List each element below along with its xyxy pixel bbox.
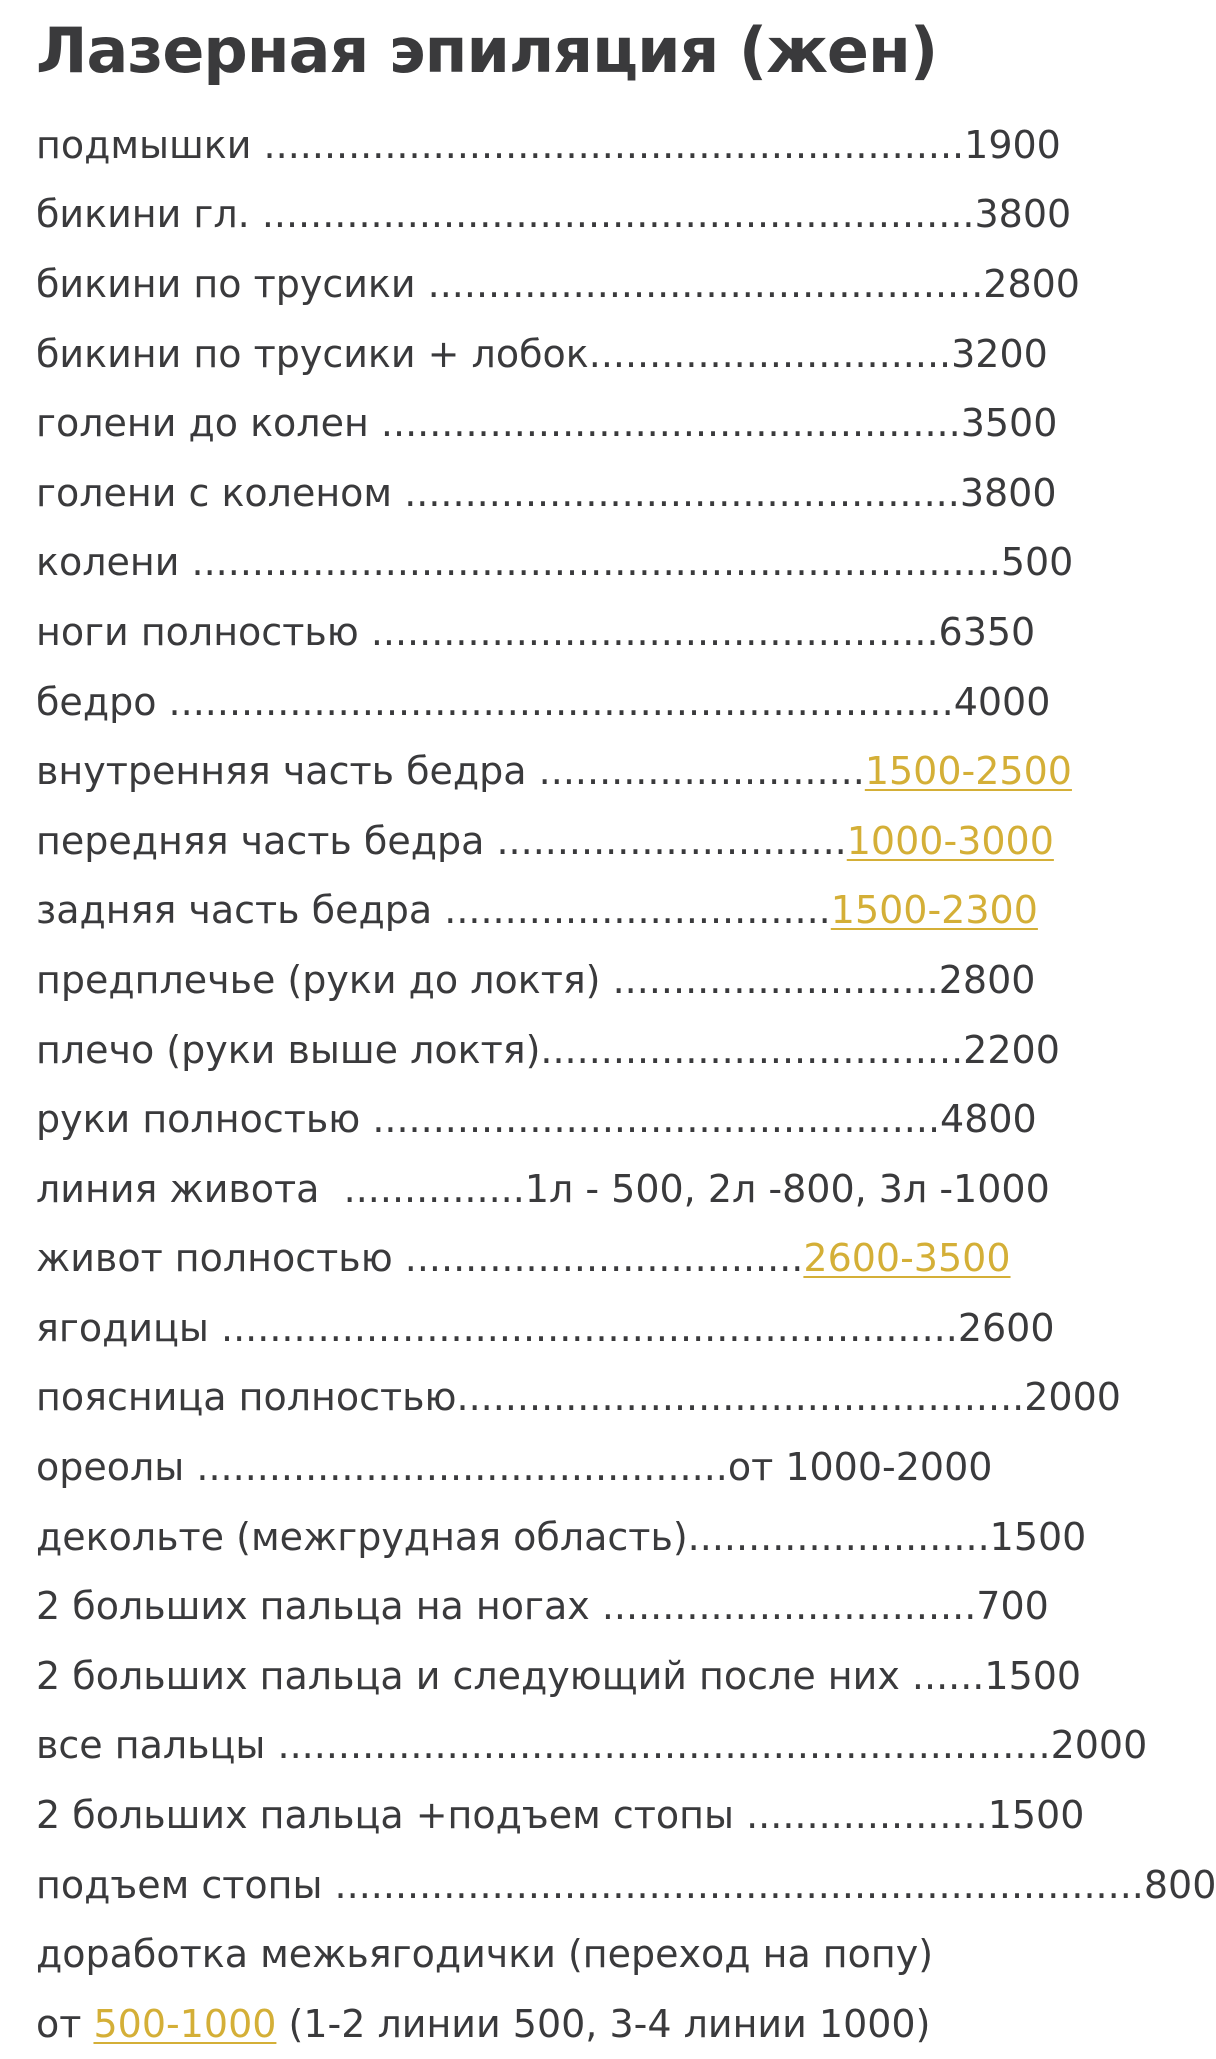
- service-name: живот полностью: [36, 1236, 405, 1281]
- footer-suffix: (1-2 линии 500, 3-4 линии 1000): [276, 2001, 931, 2046]
- dot-leader: ...............................................: [370, 609, 939, 654]
- service-name: подмышки: [36, 122, 264, 167]
- price-row: [36, 249, 1136, 319]
- price-row: [36, 528, 1136, 598]
- price-value: 800: [1143, 1862, 1216, 1907]
- price-row: [36, 319, 1136, 389]
- price-value: 3800: [974, 192, 1072, 237]
- price-link[interactable]: 2600-3500: [803, 1236, 1011, 1281]
- price-row: [36, 597, 1136, 667]
- footer-line-2: [36, 1989, 1136, 2059]
- price-row: [36, 1780, 1136, 1850]
- price-row: [36, 667, 1136, 737]
- price-row: [36, 1641, 1136, 1711]
- service-name: внутренняя часть бедра: [36, 749, 539, 794]
- service-name: голени с коленом: [36, 470, 405, 515]
- dot-leader: .............................................................: [221, 1305, 958, 1350]
- service-name: колени: [36, 540, 192, 585]
- service-name: линия живота: [36, 1166, 344, 1211]
- price-row: [36, 1015, 1136, 1085]
- dot-leader: ...............: [343, 1166, 525, 1211]
- service-name: задняя часть бедра: [36, 888, 445, 933]
- price-value: 700: [976, 1584, 1049, 1629]
- price-row: [36, 1571, 1136, 1641]
- service-name: бикини по трусики + лобок: [36, 331, 589, 376]
- service-name: голени до колен: [36, 401, 381, 446]
- dot-leader: ..............................................: [404, 470, 960, 515]
- service-name: ноги полностью: [36, 609, 371, 654]
- dot-leader: ....................: [746, 1793, 988, 1838]
- price-value: 2800: [938, 957, 1036, 1002]
- service-name: поясница полностью: [36, 1375, 457, 1420]
- dot-leader: ...............................................: [456, 1375, 1025, 1420]
- price-value: 6350: [938, 609, 1036, 654]
- price-value: 3200: [951, 331, 1048, 376]
- dot-leader: ...............................: [601, 1584, 977, 1629]
- footer-prefix: от: [36, 2001, 94, 2046]
- service-name: 2 больших пальца на ногах: [36, 1584, 602, 1629]
- service-name: ореолы: [36, 1445, 197, 1490]
- price-row: [36, 945, 1136, 1015]
- price-row: [36, 1432, 1136, 1502]
- service-name: предплечье (руки до локтя): [36, 957, 613, 1002]
- service-name: все пальцы: [36, 1723, 278, 1768]
- service-name: бикини гл.: [36, 192, 262, 237]
- price-row: [36, 806, 1136, 876]
- price-link[interactable]: 1000-3000: [846, 818, 1054, 863]
- dot-leader: ...................................................................: [334, 1862, 1144, 1907]
- price-row: [36, 1224, 1136, 1294]
- footer-line-1: [36, 1919, 1136, 1989]
- dot-leader: ............................................: [196, 1445, 728, 1490]
- dot-leader: ......: [911, 1653, 985, 1698]
- price-list-page: [36, 0, 1216, 2059]
- service-name: бикини по трусики: [36, 261, 428, 306]
- footer-text: доработка межьягодички (переход на попу): [36, 1932, 934, 1977]
- dot-leader: ...........................................................: [261, 192, 975, 237]
- price-value: 500: [1000, 540, 1074, 585]
- price-row: [36, 736, 1136, 806]
- price-value: от 1000-2000: [727, 1445, 993, 1490]
- page-title: Лазерная эпиляция (жен): [36, 14, 938, 87]
- dot-leader: .........................: [687, 1514, 990, 1559]
- price-row: [36, 1502, 1136, 1572]
- price-value: 2000: [1024, 1375, 1121, 1420]
- price-row: [36, 110, 1136, 180]
- service-name: ягодицы: [36, 1305, 221, 1350]
- price-row: [36, 1363, 1136, 1433]
- price-row: [36, 876, 1136, 946]
- price-row: [36, 180, 1136, 250]
- service-name: передняя часть бедра: [36, 818, 497, 863]
- dot-leader: ...........................: [538, 749, 865, 794]
- dot-leader: ...........................: [612, 957, 939, 1002]
- dot-leader: ................................: [444, 888, 831, 933]
- service-name: плечо (руки выше локтя): [36, 1027, 541, 1072]
- price-row: [36, 1154, 1136, 1224]
- price-row: [36, 458, 1136, 528]
- price-list: [36, 110, 1216, 1919]
- price-value: 1500: [989, 1514, 1087, 1559]
- price-value: 1л - 500, 2л -800, 3л -1000: [524, 1166, 1050, 1211]
- dot-leader: .................................: [404, 1236, 804, 1281]
- price-value: 4800: [940, 1097, 1037, 1142]
- price-row: [36, 388, 1136, 458]
- service-name: подъем стопы: [36, 1862, 335, 1907]
- dot-leader: ..............................................: [427, 261, 984, 306]
- price-value: 2600: [957, 1305, 1055, 1350]
- dot-leader: ................................................................: [277, 1723, 1051, 1768]
- dot-leader: ................................................: [380, 401, 961, 446]
- service-name: бедро: [36, 679, 169, 724]
- price-row: [36, 1293, 1136, 1363]
- price-value: 2800: [983, 261, 1080, 306]
- price-row: [36, 1084, 1136, 1154]
- dot-leader: .................................................................: [168, 679, 954, 724]
- price-link[interactable]: 1500-2500: [864, 749, 1072, 794]
- service-name: руки полностью: [36, 1097, 373, 1142]
- price-row: [36, 1850, 1216, 1920]
- price-value: 3800: [959, 470, 1057, 515]
- service-name: 2 больших пальца и следующий после них: [36, 1653, 912, 1698]
- price-link[interactable]: 1500-2300: [830, 888, 1038, 933]
- service-name: декольте (межгрудная область): [36, 1514, 688, 1559]
- footer-price-link[interactable]: 500-1000: [93, 2001, 277, 2046]
- price-value: 1500: [984, 1653, 1082, 1698]
- price-value: 1500: [987, 1793, 1085, 1838]
- price-value: 3500: [960, 401, 1058, 446]
- dot-leader: ...................................: [540, 1027, 964, 1072]
- dot-leader: ...................................................................: [191, 540, 1001, 585]
- dot-leader: ...............................................: [372, 1097, 941, 1142]
- dot-leader: ..........................................................: [263, 122, 965, 167]
- price-value: 2000: [1050, 1723, 1148, 1768]
- price-value: 4000: [953, 679, 1051, 724]
- dot-leader: ..............................: [588, 331, 952, 376]
- service-name: 2 больших пальца +подъем стопы: [36, 1793, 747, 1838]
- dot-leader: .............................: [496, 818, 847, 863]
- price-row: [36, 1711, 1148, 1781]
- price-value: 2200: [963, 1027, 1060, 1072]
- price-value: 1900: [964, 122, 1061, 167]
